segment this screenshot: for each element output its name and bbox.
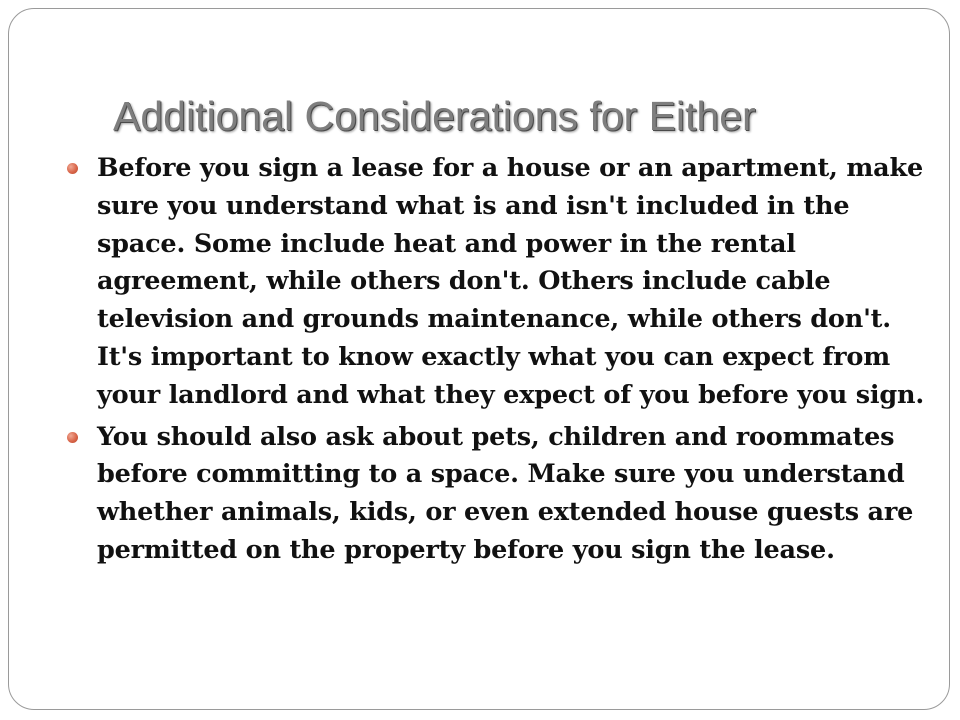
bullet-text: You should also ask about pets, children and roommates before committing to a space. Make sure you understand whether animals, kids, or even extended house guests are permitted on the property before you sign the lease. <box>97 421 914 565</box>
slide-title: Additional Considerations for Either <box>113 93 756 139</box>
bullet-item-lease-inclusions <box>67 150 927 415</box>
bullet-item-pets-children-roommates <box>67 419 927 570</box>
bullet-list <box>67 150 927 570</box>
bullet-dot-icon <box>67 432 78 443</box>
bullet-dot-icon <box>67 163 78 174</box>
slide-frame <box>8 8 950 710</box>
bullet-text: Before you sign a lease for a house or an apartment, make sure you understand what is and isn't included in the space. Some include heat and power in the rental agreement, while others don't. Others include cable television and grounds maintenance, while others don't. It's important to know exactly what you can expect from your landlord and what they expect of you before you sign. <box>97 153 925 410</box>
